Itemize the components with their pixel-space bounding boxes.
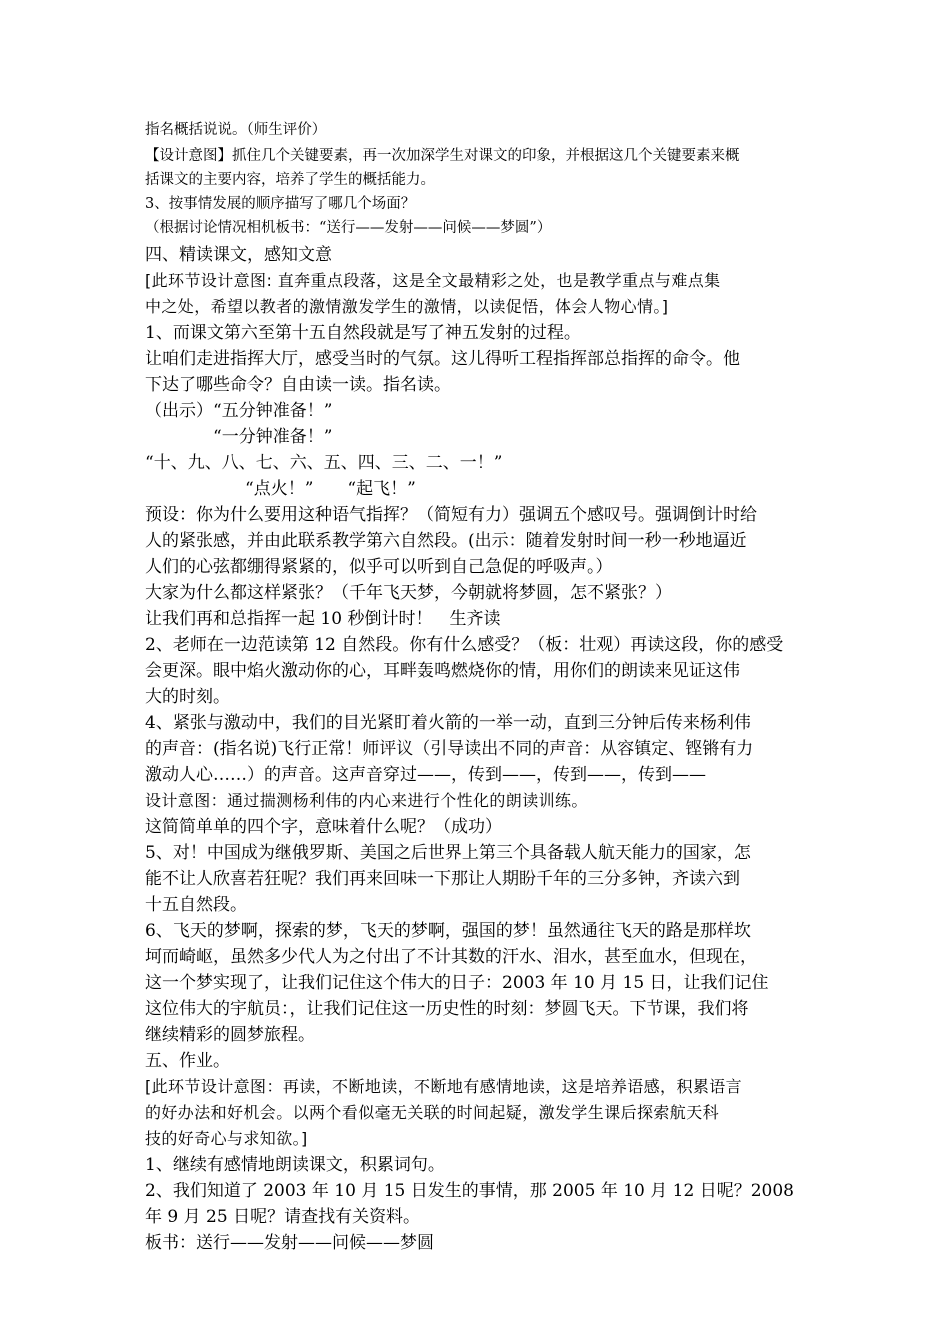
text-line: 这一个梦实现了，让我们记住这个伟大的日子：2003 年 10 月 15 日，让我们记住 xyxy=(145,973,769,993)
text-line: 会更深。眼中焰火激动你的心，耳畔轰鸣燃烧你的情，用你们的朗读来见证这伟 xyxy=(145,661,740,681)
text-line: “十、九、八、七、六、五、四、三、二、一！” xyxy=(145,453,503,473)
text-line: 2、老师在一边范读第 12 自然段。你有什么感受？（板：壮观）再读这段，你的感受 xyxy=(145,635,784,655)
text-line: 让我们再和总指挥一起 10 秒倒计时！ 生齐读 xyxy=(145,609,501,629)
text-line: 的好办法和好机会。以两个看似毫无关联的时间起疑，激发学生课后探索航天科 xyxy=(145,1103,720,1122)
text-line: 4、紧张与激动中，我们的目光紧盯着火箭的一举一动，直到三分钟后传来杨利伟 xyxy=(145,713,751,733)
text-line: 【设计意图】抓住几个关键要素，再一次加深学生对课文的印象，并根据这几个关键要素来概 xyxy=(145,148,740,164)
text-line: 3、按事情发展的顺序描写了哪几个场面？ xyxy=(145,196,416,212)
text-line: 人的紧张感，并由此联系教学第六自然段。(出示：随着发射时间一秒一秒地逼近 xyxy=(145,531,747,551)
text-line: 能不让人欣喜若狂呢？我们再来回味一下那让人期盼千年的三分多钟，齐读六到 xyxy=(145,869,740,889)
text-line: 激动人心……）的声音。这声音穿过——，传到——，传到——，传到—— xyxy=(145,765,706,785)
text-line: 6、飞天的梦啊，探索的梦，飞天的梦啊，强国的梦！虽然通往飞天的路是那样坎 xyxy=(145,921,751,941)
text-line: 坷而崎岖，虽然多少代人为之付出了不计其数的汗水、泪水，甚至血水，但现在， xyxy=(145,947,757,967)
text-line: 括课文的主要内容，培养了学生的概括能力。 xyxy=(145,172,435,188)
text-line: 1、继续有感情地朗读课文，积累词句。 xyxy=(145,1155,445,1175)
text-line: （根据讨论情况相机板书：“送行——发射——问候——梦圆”） xyxy=(145,220,552,236)
text-line: 大家为什么都这样紧张？（千年飞天梦，今朝就将梦圆，怎不紧张？） xyxy=(145,583,672,603)
text-line: 指名概括说说。（师生评价） xyxy=(145,122,327,138)
text-line: 人们的心弦都绷得紧紧的，似乎可以听到自己急促的呼吸声。） xyxy=(145,557,613,577)
text-line: 中之处，希望以教者的激情激发学生的激情，以读促悟，体会人物心情。] xyxy=(145,297,669,316)
text-line: 预设：你为什么要用这种语气指挥？（简短有力）强调五个感叹号。强调倒计时给 xyxy=(145,505,757,525)
text-line: 十五自然段。 xyxy=(145,895,247,915)
text-line: 五、作业。 xyxy=(145,1051,230,1071)
text-line: 2、我们知道了 2003 年 10 月 15 日发生的事情，那 2005 年 10 月 12 日呢？2008 xyxy=(145,1181,794,1201)
text-line: 大的时刻。 xyxy=(145,687,230,707)
text-line: 年 9 月 25 日呢？请查找有关资料。 xyxy=(145,1207,421,1227)
text-line: “点火！” “起飞！” xyxy=(245,479,416,499)
text-line: 板书：送行——发射——问候——梦圆 xyxy=(145,1233,434,1253)
text-line: 设计意图：通过揣测杨利伟的内心来进行个性化的朗读训练。 xyxy=(145,791,588,810)
text-line: 5、对！中国成为继俄罗斯、美国之后世界上第三个具备载人航天能力的国家，怎 xyxy=(145,843,751,863)
text-line: 的声音：(指名说)飞行正常！师评议（引导读出不同的声音：从容镇定、铿锵有力 xyxy=(145,739,754,759)
text-line: 这简简单单的四个字，意味着什么呢？（成功） xyxy=(145,817,502,837)
text-line: 让咱们走进指挥大厅，感受当时的气氛。这儿得听工程指挥部总指挥的命令。他 xyxy=(145,349,740,369)
text-line: 下达了哪些命令？自由读一读。指名读。 xyxy=(145,375,451,395)
text-line: 技的好奇心与求知欲。] xyxy=(145,1129,308,1148)
text-line: 四、精读课文，感知文意 xyxy=(145,245,332,265)
text-line: 1、而课文第六至第十五自然段就是写了神五发射的过程。 xyxy=(145,323,581,343)
text-line: 这位伟大的宇航员：，让我们记住这一历史性的时刻：梦圆飞天。下节课，我们将 xyxy=(145,999,749,1019)
text-line: [此环节设计意图：再读，不断地读，不断地有感情地读，这是培养语感，积累语言 xyxy=(145,1077,743,1096)
text-line: “一分钟准备！” xyxy=(213,427,333,447)
text-line: （出示）“五分钟准备！” xyxy=(145,401,333,421)
text-line: 继续精彩的圆梦旅程。 xyxy=(145,1025,315,1045)
text-line: [此环节设计意图: 直奔重点段落，这是全文最精彩之处，也是教学重点与难点集 xyxy=(145,271,721,290)
